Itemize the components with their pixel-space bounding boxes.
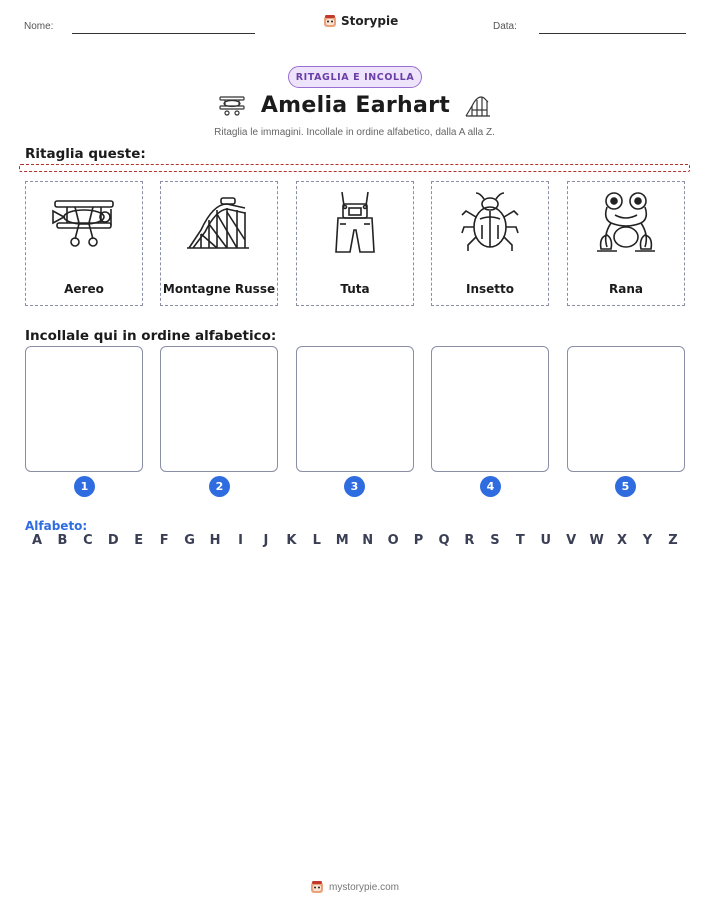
number-badge-1: 1 bbox=[74, 476, 95, 497]
number-badge-2: 2 bbox=[209, 476, 230, 497]
paste-box-3[interactable] bbox=[296, 346, 414, 472]
number-badge-5: 5 bbox=[615, 476, 636, 497]
alphabet-letter: B bbox=[57, 533, 68, 548]
footer bbox=[0, 880, 709, 894]
alphabet-letter: R bbox=[464, 533, 475, 548]
alphabet-letter: O bbox=[387, 533, 399, 548]
card-label: Insetto bbox=[465, 282, 514, 296]
cut-card-rana[interactable] bbox=[567, 181, 685, 306]
cut-section-heading: Ritaglia queste: bbox=[25, 146, 146, 162]
paste-section-heading: Incollale qui in ordine alfabetico: bbox=[25, 328, 277, 344]
paste-box-1[interactable] bbox=[25, 346, 143, 472]
paste-box-5[interactable] bbox=[567, 346, 685, 472]
alphabet-letter: U bbox=[540, 533, 552, 548]
card-label: Tuta bbox=[340, 282, 370, 296]
frog-icon bbox=[595, 191, 657, 255]
alphabet-letter: W bbox=[589, 533, 604, 548]
activity-badge: RITAGLIA E INCOLLA bbox=[288, 66, 422, 88]
scissors-cut-line bbox=[19, 164, 690, 172]
alphabet-letter: A bbox=[31, 533, 43, 548]
alphabet-letter: Z bbox=[668, 533, 678, 548]
alphabet-letter: V bbox=[566, 533, 577, 548]
cut-card-montagne-russe[interactable] bbox=[160, 181, 278, 306]
storypie-mascot-icon bbox=[323, 14, 337, 28]
paste-box-2[interactable] bbox=[160, 346, 278, 472]
alphabet-heading: Alfabeto: bbox=[25, 519, 88, 533]
cut-card-tuta[interactable] bbox=[296, 181, 414, 306]
brand-name: Storypie bbox=[341, 14, 399, 28]
cut-card-aereo[interactable] bbox=[25, 181, 143, 306]
date-label: Data: bbox=[493, 21, 517, 32]
alphabet-letter: J bbox=[263, 533, 269, 548]
airplane-icon bbox=[217, 94, 247, 116]
alphabet-letter: I bbox=[238, 533, 243, 548]
alphabet-letter: Y bbox=[642, 533, 653, 548]
card-label: Rana bbox=[609, 282, 643, 296]
cut-card-insetto[interactable] bbox=[431, 181, 549, 306]
alphabet-letter: K bbox=[286, 533, 297, 548]
alphabet-letter: H bbox=[209, 533, 221, 548]
brand-logo bbox=[323, 14, 398, 28]
storypie-mascot-icon bbox=[310, 880, 324, 894]
page-title: Amelia Earhart bbox=[260, 92, 451, 118]
beetle-icon bbox=[460, 191, 520, 255]
alphabet-row bbox=[25, 533, 685, 548]
alphabet-letter: P bbox=[413, 533, 424, 548]
alphabet-letter: F bbox=[159, 533, 169, 548]
number-badge-3: 3 bbox=[344, 476, 365, 497]
roller-coaster-icon bbox=[464, 92, 492, 118]
date-line bbox=[539, 33, 686, 34]
alphabet-letter: X bbox=[617, 533, 628, 548]
alphabet-letter: E bbox=[134, 533, 144, 548]
alphabet-letter: G bbox=[184, 533, 195, 548]
card-label: Montagne Russe bbox=[162, 282, 276, 296]
alphabet-letter: N bbox=[362, 533, 374, 548]
alphabet-letter: L bbox=[312, 533, 321, 548]
alphabet-letter: M bbox=[335, 533, 349, 548]
alphabet-letter: D bbox=[107, 533, 119, 548]
instructions: Ritaglia le immagini. Incollale in ordine alfabetico, dalla A alla Z. bbox=[214, 127, 495, 138]
airplane-icon bbox=[49, 195, 119, 251]
roller-coaster-icon bbox=[187, 194, 251, 252]
number-badge-4: 4 bbox=[480, 476, 501, 497]
name-line bbox=[72, 33, 255, 34]
footer-site: mystorypie.com bbox=[328, 881, 399, 893]
title-row bbox=[0, 92, 709, 118]
alphabet-letter: T bbox=[515, 533, 525, 548]
alphabet-letter: C bbox=[83, 533, 93, 548]
card-label: Aereo bbox=[64, 282, 104, 296]
alphabet-letter: S bbox=[490, 533, 500, 548]
alphabet-letter: Q bbox=[438, 533, 450, 548]
paste-box-4[interactable] bbox=[431, 346, 549, 472]
overalls-icon bbox=[332, 190, 378, 256]
name-label: Nome: bbox=[24, 21, 54, 32]
